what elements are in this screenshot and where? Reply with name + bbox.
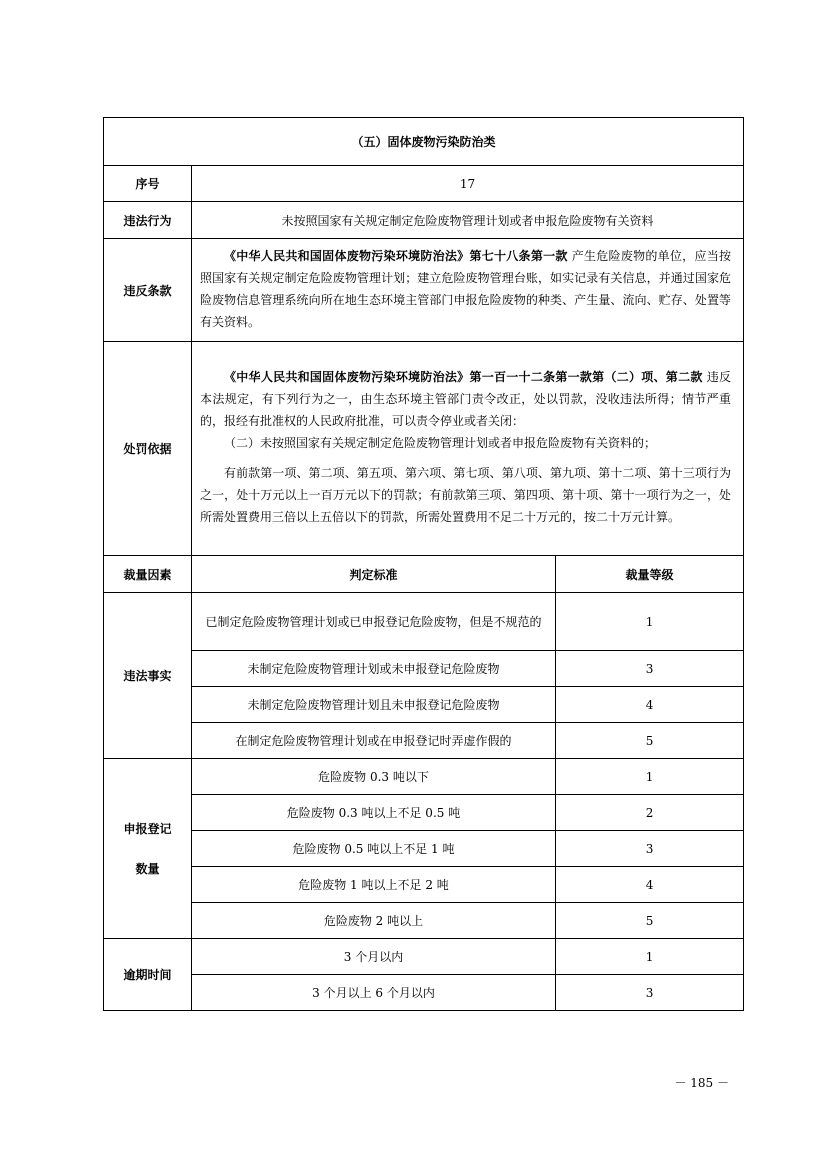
factors-label: 裁量因素 <box>104 556 192 593</box>
criteria-header: 判定标准 <box>192 556 556 593</box>
violation-value: 未按照国家有关规定制定危险废物管理计划或者申报危险废物有关资料 <box>192 202 744 239</box>
serial-label: 序号 <box>104 166 192 202</box>
quantity-criteria-1: 危险废物 0.3 吨以上不足 0.5 吨 <box>192 795 556 831</box>
clause-law: 《中华人民共和国固体废物污染环境防治法》第七十八条第一款 <box>224 248 568 263</box>
overdue-level-1: 3 <box>556 975 744 1011</box>
facts-level-0: 1 <box>556 593 744 651</box>
quantity-label-2: 数量 <box>135 861 160 876</box>
page-number: － 185 － <box>674 1076 729 1090</box>
quantity-criteria-4: 危险废物 2 吨以上 <box>192 903 556 939</box>
serial-value: 17 <box>192 166 744 202</box>
quantity-criteria-3: 危险废物 1 吨以上不足 2 吨 <box>192 867 556 903</box>
penalty-text-1: 违反本法规定，有下列行为之一，由生态环境主管部门责令改正，处以罚款，没收违法所得；情节严重的，报经有批准权的人民政府批准，可以责令停业或者关闭： <box>200 370 732 428</box>
table-title: （五）固体废物污染防治类 <box>104 118 744 166</box>
clause-label: 违反条款 <box>104 239 192 342</box>
quantity-level-3: 4 <box>556 867 744 903</box>
quantity-level-1: 2 <box>556 795 744 831</box>
penalty-label: 处罚依据 <box>104 342 192 556</box>
quantity-level-4: 5 <box>556 903 744 939</box>
clause-text: 产生危险废物的单位，应当按照国家有关规定制定危险废物管理计划；建立危险废物管理台账，如实记录有关信息，并通过国家危险废物信息管理系统向所在地生态环境主管部门申报危险废物的种类、产生量、流向、贮存、处置等有关资料。 <box>200 248 732 329</box>
penalty-text-2: （二）未按照国家有关规定制定危险废物管理计划或者申报危险废物有关资料的； <box>224 436 657 450</box>
quantity-criteria-0: 危险废物 0.3 吨以下 <box>192 759 556 795</box>
clause-content <box>192 239 744 342</box>
facts-level-2: 4 <box>556 687 744 723</box>
facts-level-1: 3 <box>556 651 744 687</box>
overdue-label: 逾期时间 <box>104 939 192 1011</box>
penalty-law: 《中华人民共和国固体废物污染环境防治法》第一百一十二条第一款第（二）项、第二款 <box>224 370 703 384</box>
overdue-criteria-1: 3 个月以上 6 个月以内 <box>192 975 556 1011</box>
facts-label: 违法事实 <box>104 593 192 759</box>
penalty-content <box>192 342 744 556</box>
facts-criteria-1: 未制定危险废物管理计划或未申报登记危险废物 <box>192 651 556 687</box>
quantity-label <box>104 759 192 939</box>
violation-label: 违法行为 <box>104 202 192 239</box>
quantity-level-2: 3 <box>556 831 744 867</box>
overdue-level-0: 1 <box>556 939 744 975</box>
facts-criteria-3: 在制定危险废物管理计划或在申报登记时弄虚作假的 <box>192 723 556 759</box>
overdue-criteria-0: 3 个月以内 <box>192 939 556 975</box>
level-header: 裁量等级 <box>556 556 744 593</box>
regulation-table <box>103 117 744 1011</box>
quantity-level-0: 1 <box>556 759 744 795</box>
quantity-label-1: 申报登记 <box>123 821 172 836</box>
facts-criteria-2: 未制定危险废物管理计划且未申报登记危险废物 <box>192 687 556 723</box>
facts-criteria-0: 已制定危险废物管理计划或已申报登记危险废物，但是不规范的 <box>192 593 556 651</box>
penalty-text-3: 有前款第一项、第二项、第五项、第六项、第七项、第八项、第九项、第十二项、第十三项行为之一，处十万元以上一百万元以下的罚款；有前款第三项、第四项、第十项、第十一项行为之一，处所需处置费用三倍以上五倍以下的罚款，所需处置费用不足二十万元的，按二十万元计算。 <box>200 466 732 524</box>
quantity-criteria-2: 危险废物 0.5 吨以上不足 1 吨 <box>192 831 556 867</box>
facts-level-3: 5 <box>556 723 744 759</box>
